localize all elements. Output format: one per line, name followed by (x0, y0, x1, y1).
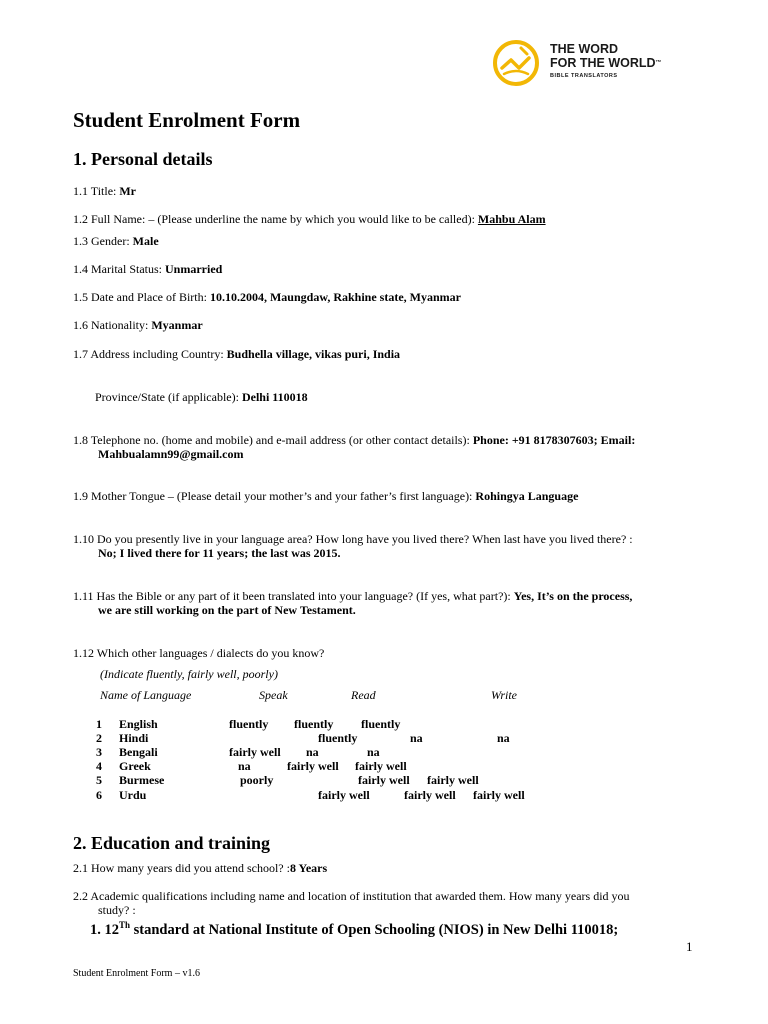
language-speak: poorly (240, 773, 274, 787)
field-marital-status-value: Unmarried (165, 262, 223, 276)
field-birth-value: 10.10.2004, Maungdaw, Rakhine state, Myanmar (209, 290, 461, 304)
language-number: 4 (96, 759, 102, 773)
field-gender: 1.3 Gender: Male (73, 234, 159, 248)
field-bible-translation-value: Yes, It’s on the process, (513, 589, 633, 603)
field-school-years-value: 8 Years (289, 861, 328, 875)
language-write: na (497, 731, 510, 745)
field-language-area: 1.10 Do you presently live in your language area? How long have you lived there? When last have you lived there? : (73, 532, 633, 546)
field-address: 1.7 Address including Country: Budhella village, vikas puri, India (73, 347, 401, 361)
language-write: fairly well (473, 788, 525, 802)
field-marital-status: 1.4 Marital Status: Unmarried (73, 262, 223, 276)
language-read: fairly well (287, 759, 339, 773)
field-bible-translation-value-cont: we are still working on the part of New Testament. (98, 603, 356, 617)
field-email-value: Mahbualamn99@gmail.com (98, 447, 244, 461)
section-heading-education: 2. Education and training (73, 833, 271, 853)
language-number: 2 (96, 731, 102, 745)
language-read: fluently (294, 717, 334, 731)
language-read: fairly well (404, 788, 456, 802)
field-address-value: Budhella village, vikas puri, India (226, 347, 401, 361)
language-name: Hindi (119, 731, 149, 745)
language-speak: fluently (318, 731, 358, 745)
field-nationality: 1.6 Nationality: Myanmar (73, 318, 203, 332)
field-mother-tongue-value: Rohingya Language (475, 489, 579, 503)
section-heading-personal: 1. Personal details (73, 149, 213, 169)
brand-line1: THE WORD (550, 42, 619, 56)
brand-tm: ™ (655, 60, 662, 66)
field-title-value: Mr (119, 184, 137, 198)
brand-line2: FOR THE WORLD™ (550, 56, 662, 70)
field-nationality-value: Myanmar (151, 318, 203, 332)
field-qualifications: 2.2 Academic qualifications including name and location of institution that awarded them. How many years did you (73, 889, 630, 903)
field-full-name: 1.2 Full Name: – (Please underline the name by which you would like to be called): Mahbu Alam (73, 212, 546, 226)
languages-header-read: Read (351, 688, 376, 702)
field-bible-translation: 1.11 Has the Bible or any part of it been translated into your language? (If yes, what part?): Yes, It’s on the process, (73, 589, 633, 603)
page-number: 1 (686, 939, 693, 954)
language-number: 3 (96, 745, 102, 759)
qualification-item: 1. 12Th standard at National Institute of Open Schooling (NIOS) in New Delhi 110018; (90, 920, 619, 938)
field-school-years: 2.1 How many years did you attend school? :8 Years (73, 861, 328, 875)
language-speak: fluently (229, 717, 269, 731)
language-name: Burmese (119, 773, 165, 787)
field-qualifications-cont: study? : (98, 903, 136, 917)
field-other-languages: 1.12 Which other languages / dialects do you know? (73, 646, 325, 660)
field-mother-tongue: 1.9 Mother Tongue – (Please detail your mother’s and your father’s first language): Rohingya Language (73, 489, 579, 503)
language-name: English (119, 717, 158, 731)
language-write: na (367, 745, 380, 759)
field-title: 1.1 Title: Mr (73, 184, 137, 198)
qualification-number: 1. (90, 921, 101, 938)
language-read: na (410, 731, 423, 745)
field-telephone-value: Phone: +91 8178307603; Email: (472, 433, 636, 447)
languages-header-write: Write (491, 688, 517, 702)
language-write: fairly well (427, 773, 479, 787)
language-speak: fairly well (229, 745, 281, 759)
field-province: Province/State (if applicable): Delhi 110018 (95, 390, 308, 404)
languages-header-name: Name of Language (100, 688, 192, 702)
language-speak: fairly well (318, 788, 370, 802)
language-write: fairly well (355, 759, 407, 773)
language-speak: na (238, 759, 251, 773)
language-number: 5 (96, 773, 102, 787)
languages-header-speak: Speak (259, 688, 288, 702)
logo-emblem-icon (491, 38, 541, 88)
language-number: 1 (96, 717, 102, 731)
field-province-value: Delhi 110018 (241, 390, 308, 404)
field-full-name-value: Mahbu Alam (477, 212, 546, 226)
form-title: Student Enrolment Form (73, 108, 301, 132)
brand-logo (491, 38, 691, 90)
field-telephone: 1.8 Telephone no. (home and mobile) and e-mail address (or other contact details): Phone: +91 8178307603; Email: (73, 433, 636, 447)
field-language-area-value: No; I lived there for 11 years; the last was 2015. (98, 546, 341, 560)
language-read: na (306, 745, 319, 759)
languages-hint: (Indicate fluently, fairly well, poorly) (100, 667, 278, 681)
language-name: Urdu (119, 788, 147, 802)
field-gender-value: Male (132, 234, 159, 248)
field-birth: 1.5 Date and Place of Birth: 10.10.2004, Maungdaw, Rakhine state, Myanmar (73, 290, 461, 304)
language-write: fluently (361, 717, 401, 731)
qualification-superscript: Th (119, 920, 131, 930)
brand-subtitle: BIBLE TRANSLATORS (550, 73, 618, 79)
language-number: 6 (96, 788, 102, 802)
footer-text: Student Enrolment Form – v1.6 (73, 968, 200, 979)
language-read: fairly well (358, 773, 410, 787)
language-name: Bengali (119, 745, 158, 759)
language-name: Greek (119, 759, 151, 773)
